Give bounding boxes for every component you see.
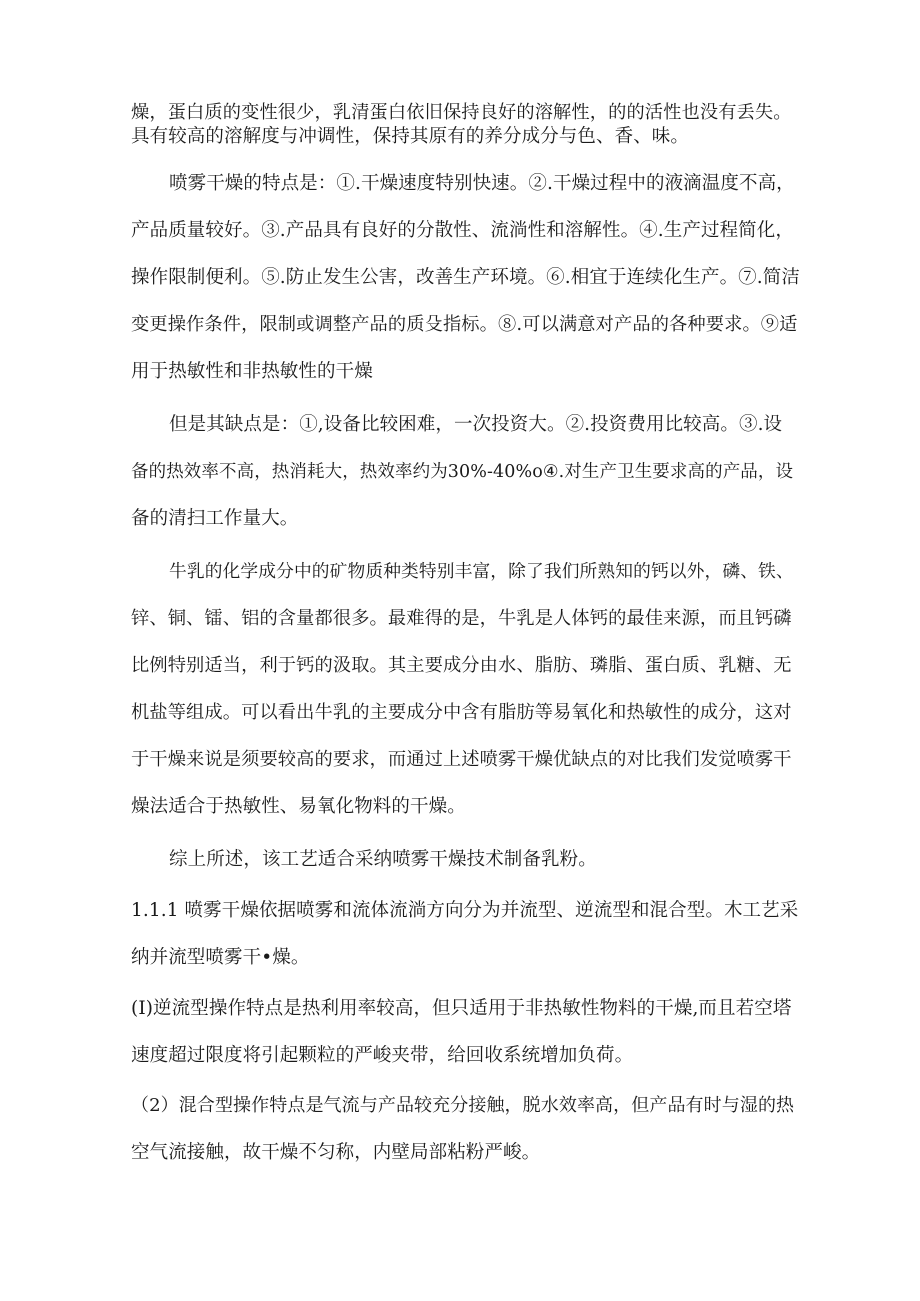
paragraph-line: 产品质量较好。③.产品具有良好的分散性、流淌性和溶解性。④.生产过程简化， <box>131 220 794 241</box>
paragraph-line: 比例特别适当，利于钙的汲取。其主要成分由水、脂肪、璘脂、蛋白质、乳糖、无 <box>131 655 792 676</box>
paragraph-line: 操作限制便利。⑤.防止发生公害，改善生产环境。⑥.相宜于连续化生产。⑦.简洁 <box>131 267 800 288</box>
paragraph-line: 备的热效率不高，热消耗大，热效率约为30%-40%o④.对生产卫生要求高的产品，设 <box>131 462 794 482</box>
paragraph-line: 变更操作条件，限制或调整产品的质殳指标。⑧.可以满意对产品的各种要求。⑨适 <box>131 314 798 335</box>
paragraph-line: 速度超过限度将引起颗粒的严峻夹带，给回收系统增加负荷。 <box>131 1045 634 1066</box>
paragraph-line: 空气流接触，故干燥不匀称，内壁局部粘粉严峻。 <box>131 1142 541 1163</box>
paragraph-line: 于干燥来说是须要较高的要求，而通过上述喷雾干燥优缺点的对比我们发觉喷雾干 <box>131 749 792 770</box>
paragraph-line: 用于热敏性和非热敏性的干燥 <box>131 361 373 382</box>
paragraph-line: 牛乳的化学成分中的矿物质种类特别丰富，除了我们所熟知的钙以外，磷、铁、 <box>169 562 794 582</box>
paragraph-line: 燥，蛋白质的变性很少，乳清蛋白依旧保持良好的溶解性，的的活性也没有丢失。 <box>131 102 792 123</box>
paragraph-line: 但是其缺点是：①,设备比较困难，一次投资大。②.投资费用比较高。③.设 <box>169 414 783 435</box>
paragraph-line: 锌、铜、镭、铝的含量都很多。最难得的是，牛乳是人体钙的最佳来源，而且钙磷 <box>131 608 792 629</box>
paragraph-line: 纳并流型喷雾干•燥。 <box>131 947 310 968</box>
paragraph-line: 燥法适合于热敏性、易氧化物料的干燥。 <box>131 796 466 817</box>
paragraph-line: 具有较高的溶解度与冲调性，保持其原有的养分成分与色、香、味。 <box>131 126 690 147</box>
paragraph-line: 喷雾干燥的特点是：①.干燥速度特别快速。②.干燥过程中的液滴温度不高， <box>169 173 795 194</box>
paragraph-line: 机盐等组成。可以看出牛乳的主要成分中含有脂肪等易氧化和热敏性的成分，这对 <box>131 702 792 723</box>
paragraph-line: 综上所述，该工艺适合采纳喷雾干燥技术制备乳粉。 <box>169 849 597 870</box>
paragraph-line: 备的清扫工作量大。 <box>131 508 299 529</box>
paragraph-line: (I)逆流型操作特点是热利用率较高，但只适用于非热敏性物料的干燥,而且若空塔 <box>131 998 792 1019</box>
section-heading-line: 1.1.1 喷雾干燥依据喷雾和流体流淌方向分为并流型、逆流型和混合型。木工艺采 <box>131 900 799 921</box>
paragraph-line: （2）混合型操作特点是气流与产品较充分接触，脱水效率高，但产品有时与湿的热 <box>131 1095 795 1116</box>
